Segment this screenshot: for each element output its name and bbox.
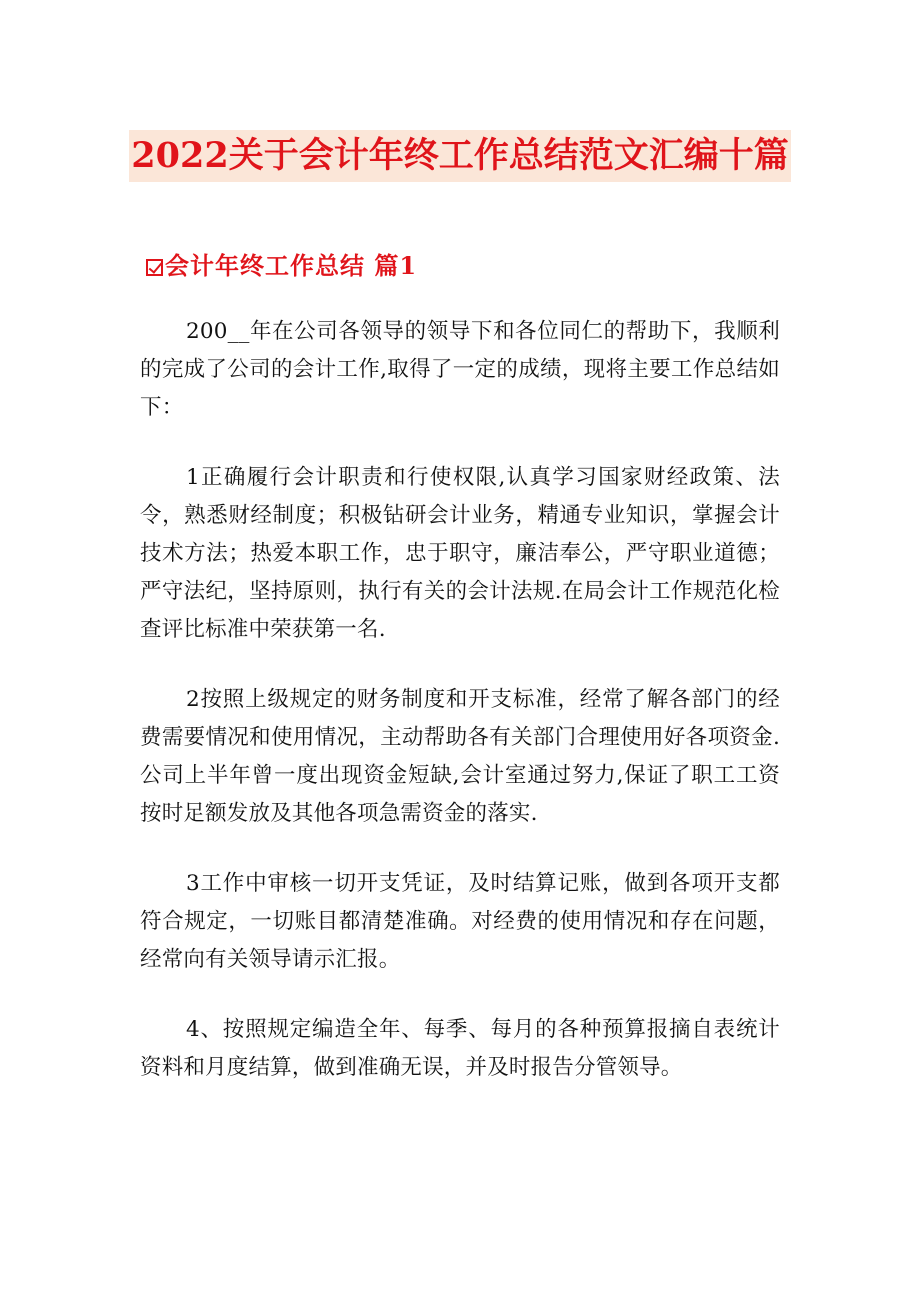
paragraph-intro: 200__年在公司各领导的领导下和各位同仁的帮助下，我顺利的完成了公司的会计工作,取得了一定的成绩，现将主要工作总结如下： (140, 319, 780, 420)
paragraph-item-4: 4、按照规定编造全年、每季、每月的各种预算报摘自表统计资料和月度结算，做到准确无误，并及时报告分管领导。 (140, 1017, 780, 1080)
section-heading (146, 250, 417, 282)
checkbox-checked-icon (146, 259, 163, 276)
paragraph-item-1: 1正确履行会计职责和行使权限,认真学习国家财经政策、法令，熟悉财经制度；积极钻研会计业务，精通专业知识，掌握会计技术方法；热爱本职工作，忠于职守，廉洁奉公，严守职业道德；严守法纪，坚持原则，执行有关的会计法规.在局会计工作规范化检查评比标准中荣获第一名. (140, 465, 780, 642)
section-heading-text: 会计年终工作总结 篇1 (165, 251, 418, 280)
page-title: 2022关于会计年终工作总结范文汇编十篇 (129, 130, 790, 182)
title-container (0, 130, 920, 182)
paragraph-item-3: 3工作中审核一切开支凭证，及时结算记账，做到各项开支都符合规定，一切账目都清楚准确。对经费的使用情况和存在问题，经常向有关领导请示汇报。 (140, 871, 780, 972)
document-body (140, 313, 780, 1119)
paragraph-item-2: 2按照上级规定的财务制度和开支标准，经常了解各部门的经费需要情况和使用情况，主动帮助各有关部门合理使用好各项资金.公司上半年曾一度出现资金短缺,会计室通过努力,保证了职工工资按时足额发放及其他各项急需资金的落实. (140, 687, 780, 826)
